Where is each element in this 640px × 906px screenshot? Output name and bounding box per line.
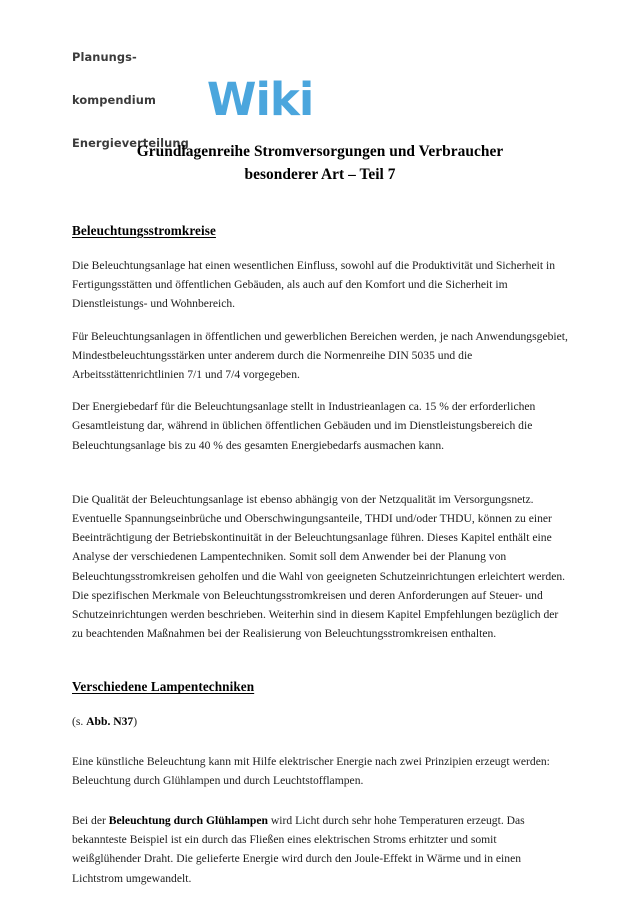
figure-note-suffix: ) <box>133 715 138 729</box>
logo-wordmark-line-3: Energieverteilung <box>72 135 189 150</box>
paragraph: Die Beleuchtungsanlage hat einen wesentlichen Einfluss, sowohl auf die Produktivität und Sicherheit in Fertigungsstätten und öffentlichen Gebäuden, als auch auf den Komfort und die Sicherheit im Dienstleistungs- und Wohnbereich. <box>72 259 556 311</box>
paragraph-emphasis: Beleuchtung durch Glühlampen <box>108 814 268 828</box>
document-body <box>72 222 568 901</box>
page-title <box>72 140 568 186</box>
figure-note-prefix: (s. <box>72 715 87 729</box>
paragraph-with-emphasis <box>72 811 568 888</box>
section-heading-verschiedene-lampentechniken: Verschiedene Lampentechniken <box>72 679 255 695</box>
section-spacer <box>72 656 568 678</box>
logo-wordmark-line-2: kompendium <box>72 92 156 107</box>
paragraph-spacer <box>72 803 568 811</box>
paragraph: Für Beleuchtungsanlagen in öffentlichen und gewerblichen Bereichen werden, je nach Anwendungsgebiet, Mindestbeleuchtungsstärken unter anderem durch die Normenreihe DIN 5035 und die Arbeitsstättenrichtlinien 7/1 und 7/4 vorgegeben. <box>72 329 568 382</box>
logo-wiki-text: Wiki <box>206 72 314 126</box>
masthead-logo <box>72 50 568 150</box>
section-heading-beleuchtungsstromkreise: Beleuchtungsstromkreise <box>72 223 216 238</box>
paragraph: Der Energiebedarf für die Beleuchtungsanlage stellt in Industrieanlagen ca. 15 % der erforderlichen Gesamtleistung dar, während in üblichen öffentlichen Gebäuden und im Dienstleistungsbereich die Beleuchtungsanlage bis zu 40 % des gesamten Energiebedarfs ausmachen kann. <box>72 400 536 452</box>
figure-reference-note <box>72 712 568 731</box>
paragraph-suffix: wird Licht durch sehr hohe Temperaturen erzeugt. Das bekannteste Beispiel ist ein durch das Fließen eines elektrischen Stroms erhitzter und somit weißglühender Draht. Die gelieferte Energie wird durch den Joule-Effekt in Wärme und in einen Lichtstrom umgewandelt. <box>72 814 525 885</box>
figure-note-label: Abb. N37 <box>86 715 134 729</box>
paragraph: Eine künstliche Beleuchtung kann mit Hilfe elektrischer Energie nach zwei Prinzipien erzeugt werden: Beleuchtung durch Glühlampen und durch Leuchtstofflampen. <box>72 754 550 787</box>
page-title-line-2: besonderer Art – Teil 7 <box>244 166 396 183</box>
paragraph-prefix: Bei der <box>72 814 109 828</box>
paragraph-spacer <box>72 468 568 490</box>
logo-wordmark-line-1: Planungs- <box>72 50 137 65</box>
paragraph: Die Qualität der Beleuchtungsanlage ist ebenso abhängig von der Netzqualität im Versorgungsnetz. Eventuelle Spannungseinbrüche und Oberschwingungsanteile, THDI und/oder THDU, können zu einer Beeinträchtigung der Betriebskontinuität in der Beleuchtungsanlage führen. Dieses Kapitel enthält eine Analyse der verschiedenen Lampentechniken. Somit soll dem Anwender bei der Planung von Beleuchtungsstromkreisen geholfen und die Wahl von geeigneten Schutzeinrichtungen erleichtert werden. Die spezifischen Merkmale von Beleuchtungsstromkreisen und deren Anforderungen auf Steuer- und Schutzeinrichtungen werden beschrieben. Weiterhin sind in diesem Kapitel Empfehlungen bezüglich der zu beachtenden Maßnahmen bei der Realisierung von Beleuchtungsstromkreisen enthalten. <box>72 492 566 641</box>
page-title-line-1: Grundlagenreihe Stromversorgungen und Verbraucher <box>136 143 504 160</box>
